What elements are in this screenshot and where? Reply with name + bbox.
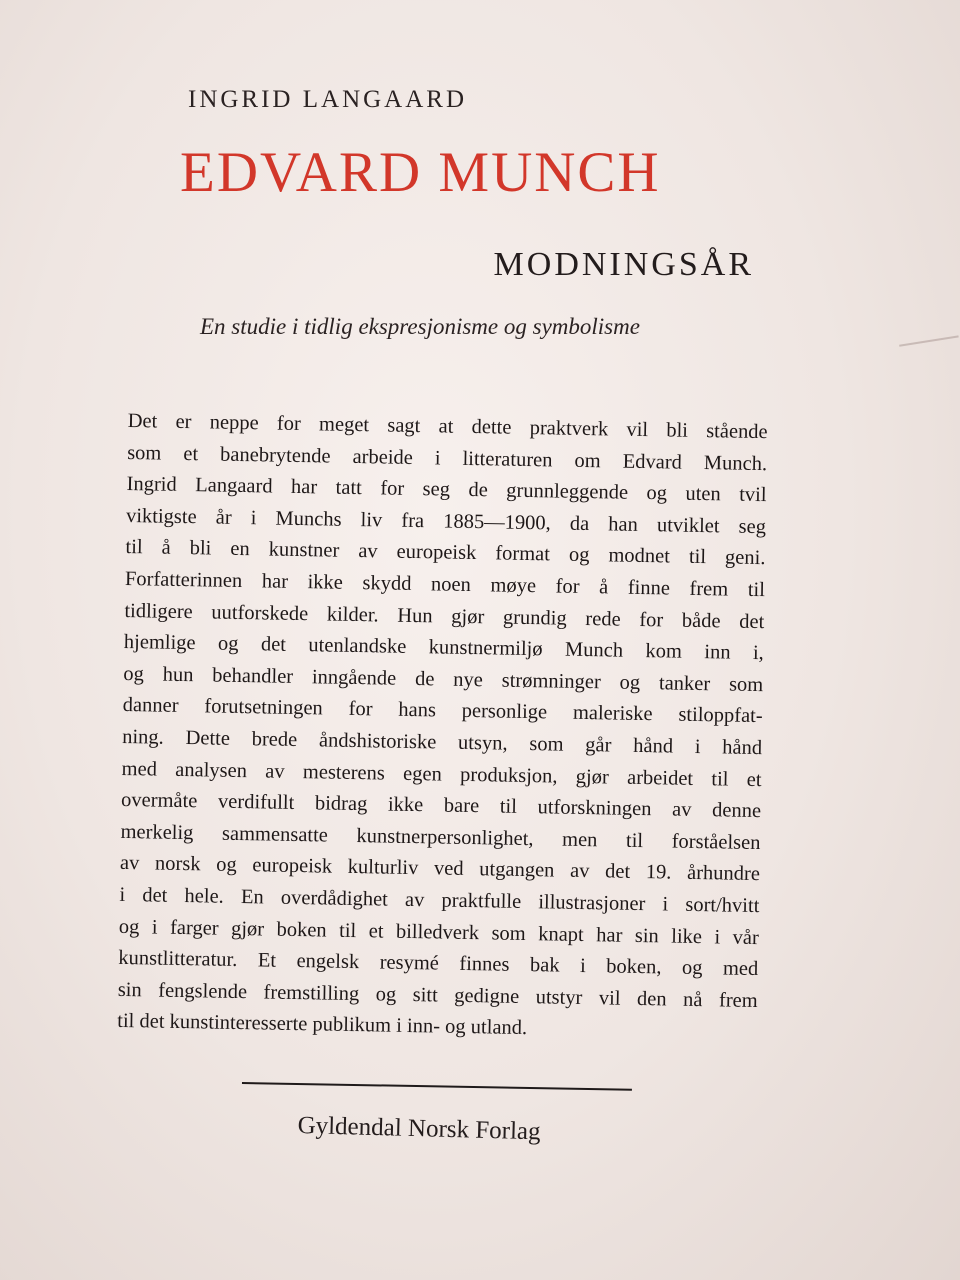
blurb-line: og i farger gjør boken til et billedverk som knapt har sin like i vår xyxy=(118,915,760,949)
blurb-line: hjemlige og det utenlandske kunstnermiljø Munch kom inn i, xyxy=(123,631,764,665)
blurb-line: ning. Dette brede åndshistoriske utsyn, som går hånd i hånd xyxy=(122,725,763,760)
blurb-line: til å bli en kunstner av europeisk format og modnet til geni. xyxy=(125,536,766,570)
blurb-line: kunstlitteratur. Et engelsk resymé finnes bak i boken, og med xyxy=(118,947,759,981)
blurb-line: Ingrid Langaard har tatt for seg de grunnleggende og uten tvil xyxy=(126,473,767,507)
blurb-line: overmåte verdifullt bidrag ikke bare til utforskningen av denne xyxy=(120,789,762,823)
blurb-line: tidligere uutforskede kilder. Hun gjør grundig rede for både det xyxy=(124,599,765,633)
blurb-line: som et banebrytende arbeide i litteraturen om Edvard Munch. xyxy=(126,441,768,475)
book-subtitle: MODNINGSÅR xyxy=(493,246,754,283)
paper-crease xyxy=(899,335,960,360)
book-tagline: En studie i tidlig ekspresjonisme og symbolisme xyxy=(200,314,640,339)
blurb-paragraph xyxy=(117,406,768,1049)
divider-rule xyxy=(242,1082,632,1091)
blurb-line: sin fengslende fremstilling og sitt gedigne utstyr vil den nå frem xyxy=(117,978,758,1012)
blurb-line: i det hele. En overdådighet av praktfulle illustrasjoner i sort/hvitt xyxy=(119,883,760,917)
blurb-line: danner forutsetningen for hans personlige maleriske stiloppfat- xyxy=(122,694,763,728)
publisher-name: Gyldendal Norsk Forlag xyxy=(297,1112,541,1146)
blurb-line: Forfatterinnen har ikke skydd noen møye for å finne frem til xyxy=(124,567,766,602)
blurb-line: av norsk og europeisk kulturliv ved utgangen av det 19. århundre xyxy=(119,852,761,886)
blurb-line: Det er neppe for meget sagt at dette praktverk vil bli stående xyxy=(127,409,768,444)
blurb-line: merkelig sammensatte kunstnerpersonlighet, men til forståelsen xyxy=(120,820,761,854)
blurb-line: viktigste år i Munchs liv fra 1885—1900, da han utviklet seg xyxy=(125,504,767,538)
blurb-line: og hun behandler inngående de nye strømninger og tanker som xyxy=(123,662,764,696)
blurb-line: med analysen av mesterens egen produksjon, gjør arbeidet til et xyxy=(121,757,762,791)
book-title: EDVARD MUNCH xyxy=(180,141,661,204)
blurb-line: til det kunstinteresserte publikum i inn- og utland. xyxy=(117,1010,528,1040)
author-name: INGRID LANGAARD xyxy=(188,86,468,113)
